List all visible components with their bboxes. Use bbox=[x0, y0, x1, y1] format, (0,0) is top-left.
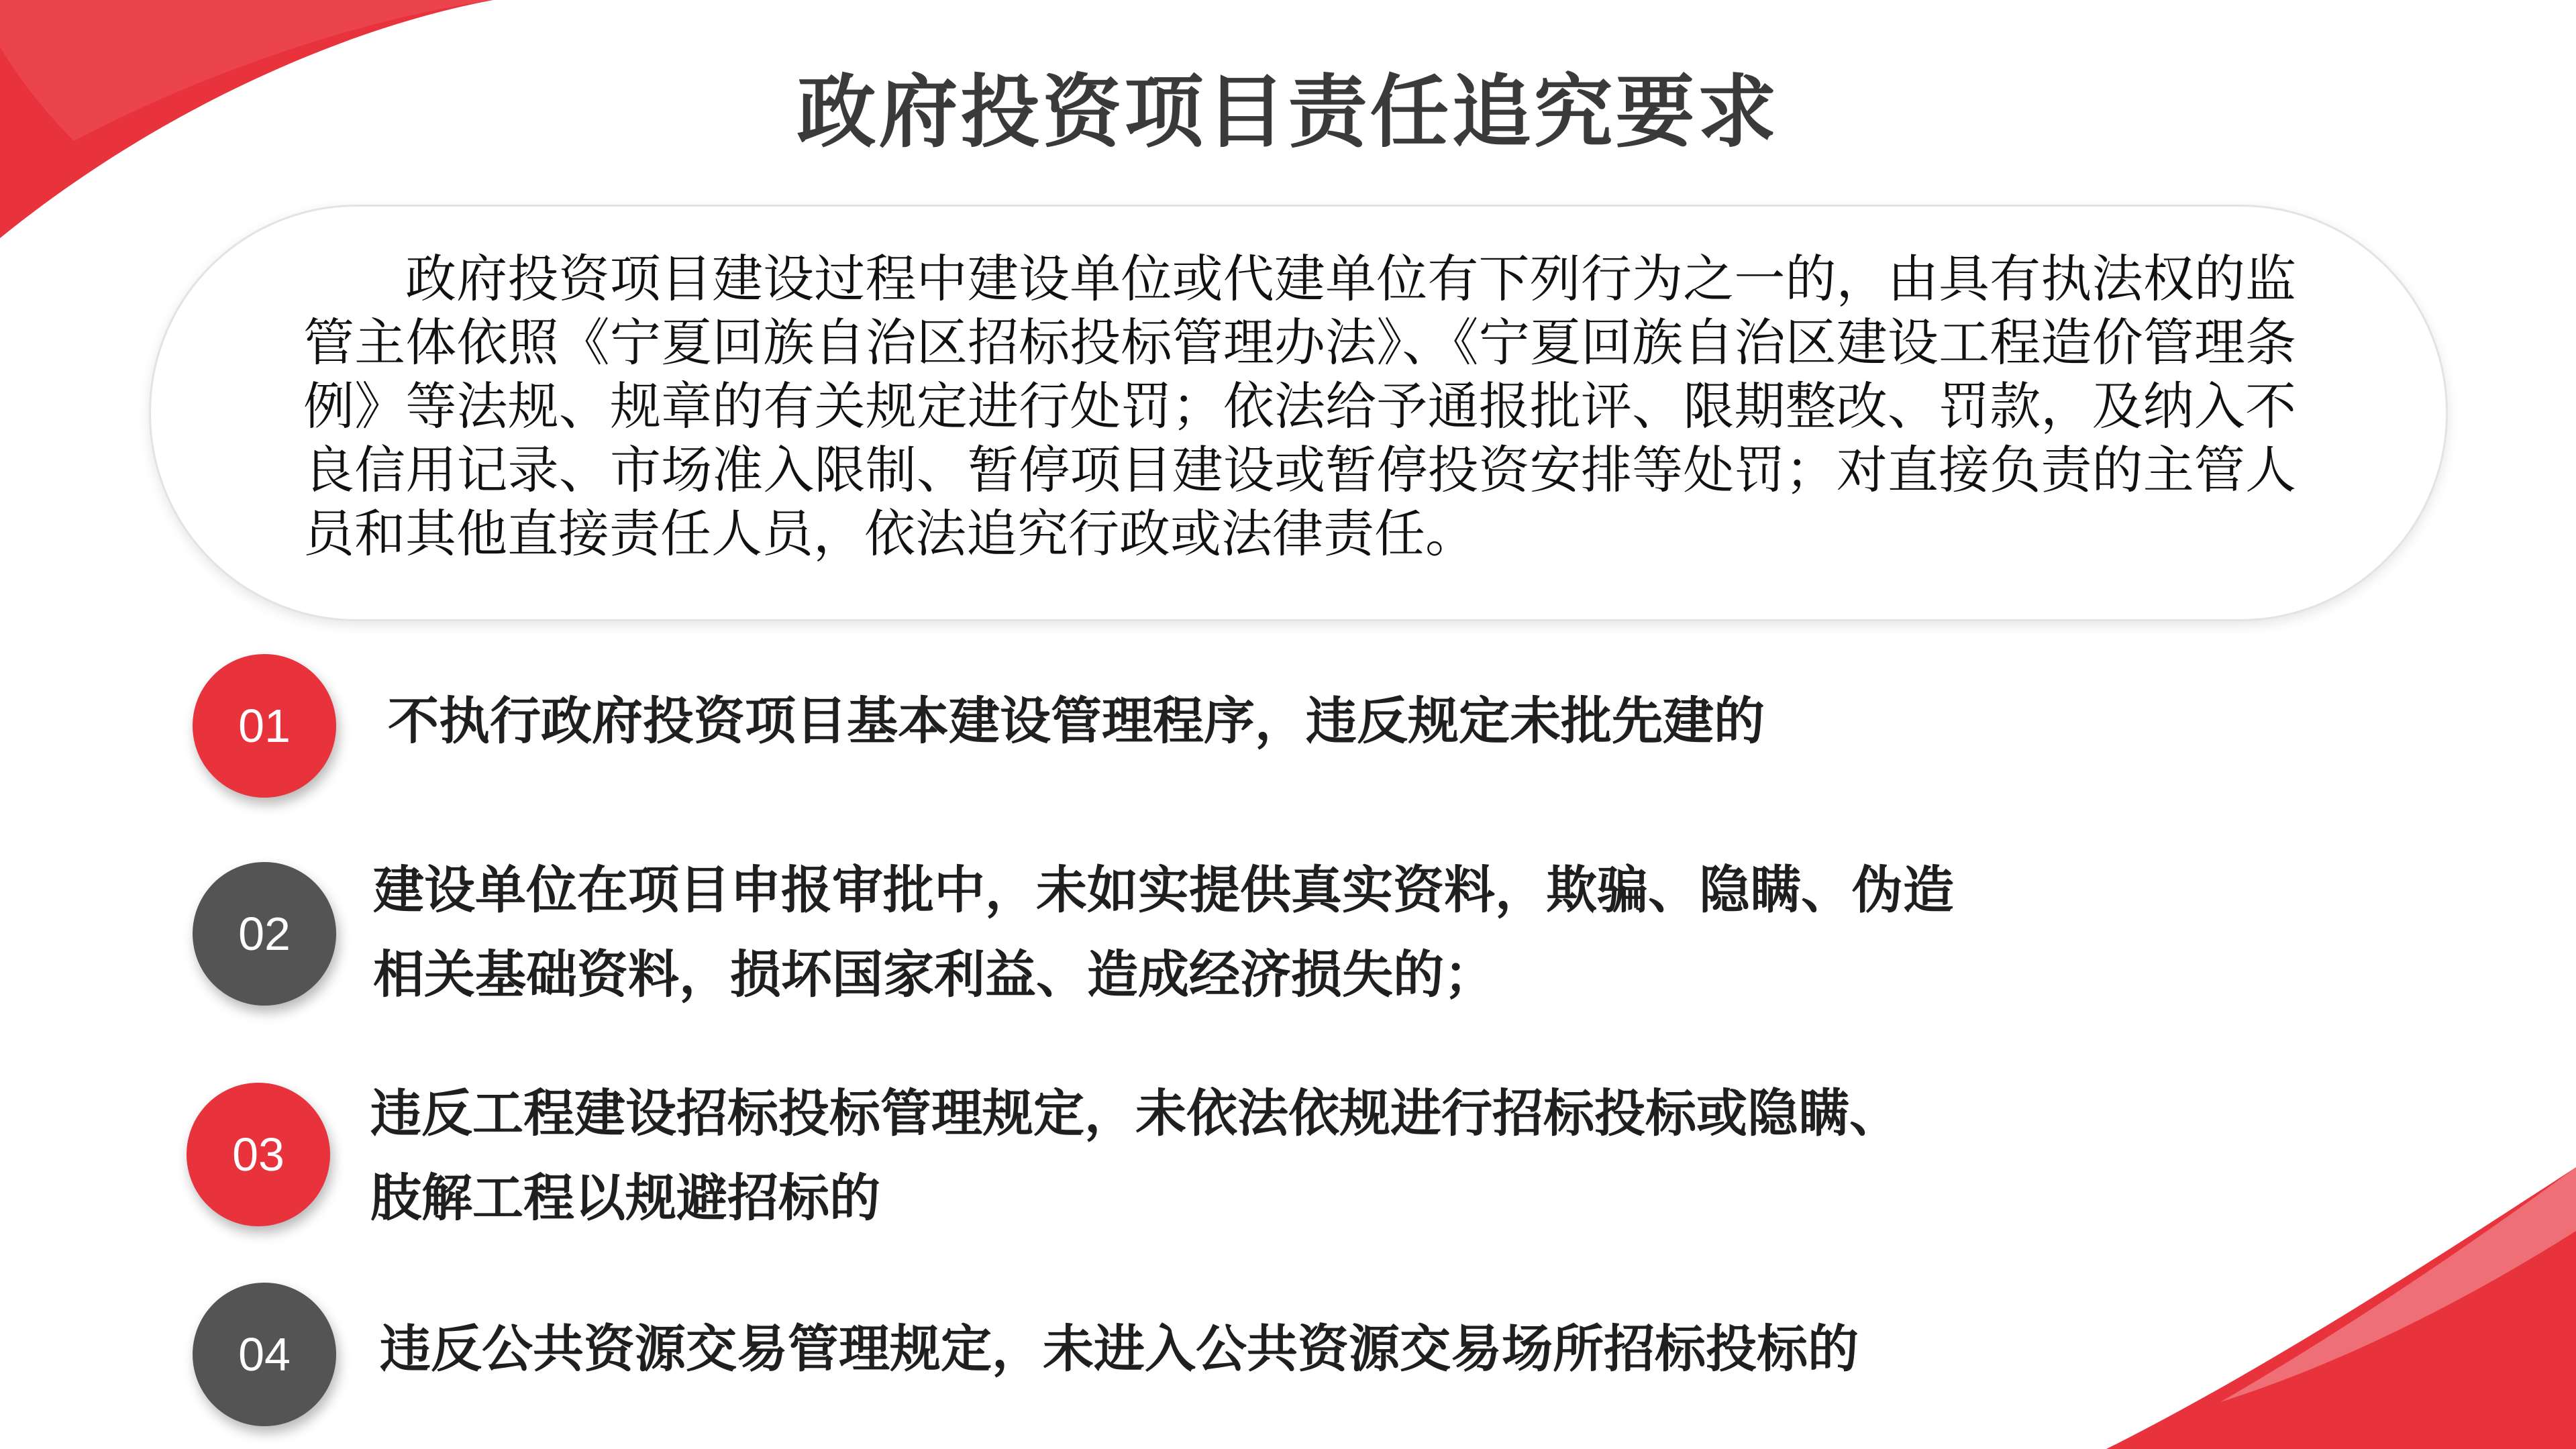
list-item-text-03: 违反工程建设招标投标管理规定，未依法依规进行招标投标或隐瞒、 肢解工程以规避招标的 bbox=[370, 1083, 1900, 1228]
number-badge-03: 03 bbox=[187, 1083, 330, 1226]
list-item-text-02: 建设单位在项目申报审批中，未如实提供真实资料，欺骗、隐瞒、伪造 相关基础资料，损坏国家利益、造成经济损失的； bbox=[373, 860, 1954, 1004]
page-title: 政府投资项目责任追究要求 bbox=[796, 66, 1780, 158]
intro-paragraph: 政府投资项目建设过程中建设单位或代建单位有下列行为之一的，由具有执法权的监管主体依照《宁夏回族自治区招标投标管理办法》、《宁夏回族自治区建设工程造价管理条例》等法规、规章的有关规定进行处罚；依法给予通报批评、限期整改、罚款，及纳入不良信用记录、市场准入限制、暂停项目建设或暂停投资安排等处罚；对直接负责的主管人员和其他直接责任人员，依法追究行政或法律责任。 bbox=[303, 249, 2296, 564]
list-item-text-04: 违反公共资源交易管理规定，未进入公共资源交易场所招标投标的 bbox=[380, 1319, 1859, 1379]
number-badge-01: 01 bbox=[193, 654, 336, 798]
number-badge-02: 02 bbox=[193, 862, 336, 1006]
list-item-text-01: 不执行政府投资项目基本建设管理程序，违反规定未批先建的 bbox=[388, 691, 1765, 751]
number-badge-04: 04 bbox=[193, 1283, 336, 1426]
bottom-right-red-swoosh bbox=[2066, 1167, 2576, 1449]
